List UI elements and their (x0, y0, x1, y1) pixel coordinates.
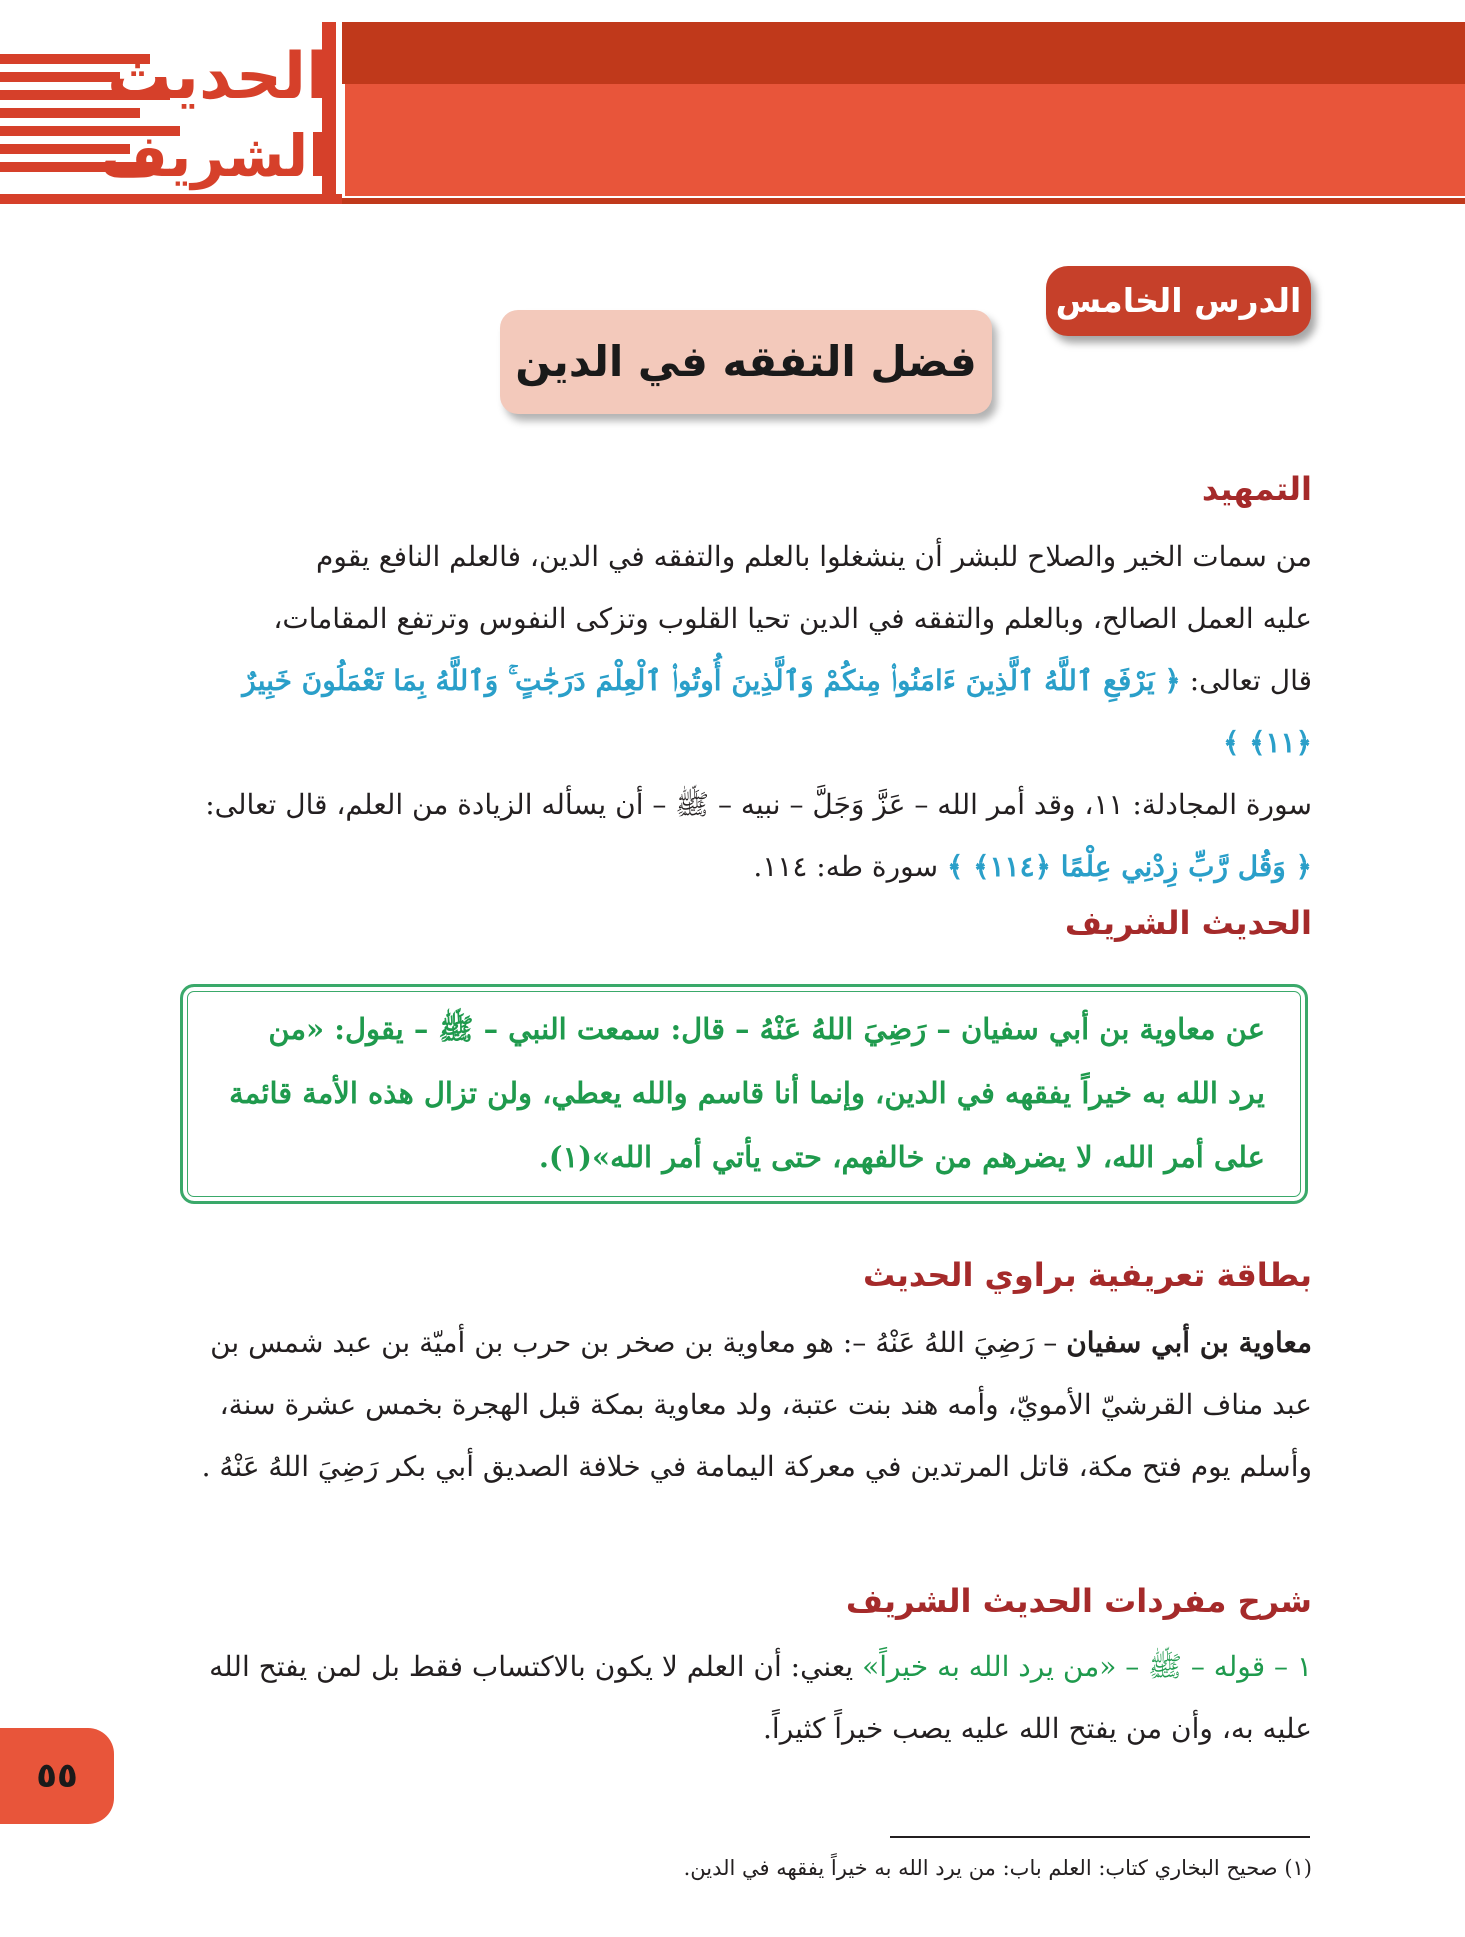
logo-line-1: الحديث (107, 40, 328, 114)
intro-line-2: عليه العمل الصالح، وبالعلم والتفقه في الدين تحيا القلوب وتزكى النفوس وترتفع المقامات، (273, 602, 1312, 635)
intro-line-5 (174, 836, 1312, 898)
vocab-item-1-quote: ١ – قوله – ﷺ – «من يرد الله به خيراً» (862, 1650, 1312, 1683)
verse-intro: قال تعالى: (1189, 664, 1312, 697)
vocab-paragraph (174, 1636, 1312, 1760)
hadith-text: عن معاوية بن أبي سفيان – رَضِيَ اللهُ عَنْهُ – قال: سمعت النبي – ﷺ – يقول: «من يرد الله به خيراً يفقهه في الدين، وإنما أنا قاسم والله يعطي، ولن تزال هذه الأمة قائمة على أمر الله، لا يضرهم من خالفهم، حتى يأتي أمر الله»(١). (229, 1012, 1265, 1174)
intro-line-3 (174, 650, 1312, 774)
hadith-box (180, 984, 1308, 1204)
narrator-bio: هو معاوية بن صخر بن حرب بن أميّة بن عبد شمس بن عبد مناف القرشيّ الأمويّ، وأمه هند بنت عتبة، ولد معاوية بمكة قبل الهجرة بخمس عشرة سنة، وأسلم يوم فتح مكة، قاتل المرتدين في معركة اليمامة في خلافة الصديق أبي بكر رَضِيَ اللهُ عَنْهُ . (201, 1326, 1312, 1483)
intro-line-1: من سمات الخير والصلاح للبشر أن ينشغلوا بالعلم والتفقه في الدين، فالعلم النافع يقوم (316, 540, 1312, 573)
narrator-heading: بطاقة تعريفية براوي الحديث (862, 1256, 1312, 1294)
narrator-honorific: – رَضِيَ اللهُ عَنْهُ –: (842, 1326, 1058, 1359)
intro-line-4: سورة المجادلة: ١١، وقد أمر الله – عَزَّ وَجَلَّ – نبيه – ﷺ – أن يسأله الزيادة من العلم، قال تعالى: (205, 788, 1312, 821)
vocab-item-1-text: يعني: أن العلم لا يكون بالاكتساب فقط بل لمن يفتح الله عليه به، وأن من يفتح الله عليه يصب خيراً كثيراً. (209, 1650, 1312, 1745)
narrator-name: معاوية بن أبي سفيان (1066, 1326, 1312, 1359)
narrator-paragraph (174, 1312, 1312, 1498)
lesson-number-label: الدرس الخامس (1046, 266, 1311, 336)
hadith-heading: الحديث الشريف (1064, 904, 1312, 942)
header-band-light (345, 84, 1465, 196)
intro-paragraph (174, 526, 1312, 898)
vocab-heading: شرح مفردات الحديث الشريف (845, 1582, 1312, 1620)
quran-verse-1: ﴿ يَرْفَعِ ٱللَّهُ ٱلَّذِينَ ءَامَنُوا۟ مِنكُمْ وَٱلَّذِينَ أُوتُوا۟ ٱلْعِلْمَ دَرَجَٰتٍ ۚ وَٱللَّهُ بِمَا تَعْمَلُونَ خَبِيرٌ ﴿١١﴾ ﴾ (242, 664, 1312, 759)
footnote-divider (890, 1836, 1310, 1838)
quran-verse-2: ﴿ وَقُل رَّبِّ زِدْنِي عِلْمًا ﴿١١٤﴾ ﴾ (946, 850, 1312, 883)
lesson-title: فضل التفقه في الدين (500, 310, 992, 414)
footnote: (١) صحيح البخاري كتاب: العلم باب: من يرد الله به خيراً يفقهه في الدين. (683, 1856, 1312, 1880)
logo-line-2: الشريف (100, 122, 328, 190)
verse-2-reference: سورة طه: ١١٤. (753, 850, 939, 883)
intro-heading: التمهيد (1201, 470, 1312, 508)
page-number: ٥٥ (0, 1728, 114, 1824)
hadith-logo (0, 22, 342, 204)
